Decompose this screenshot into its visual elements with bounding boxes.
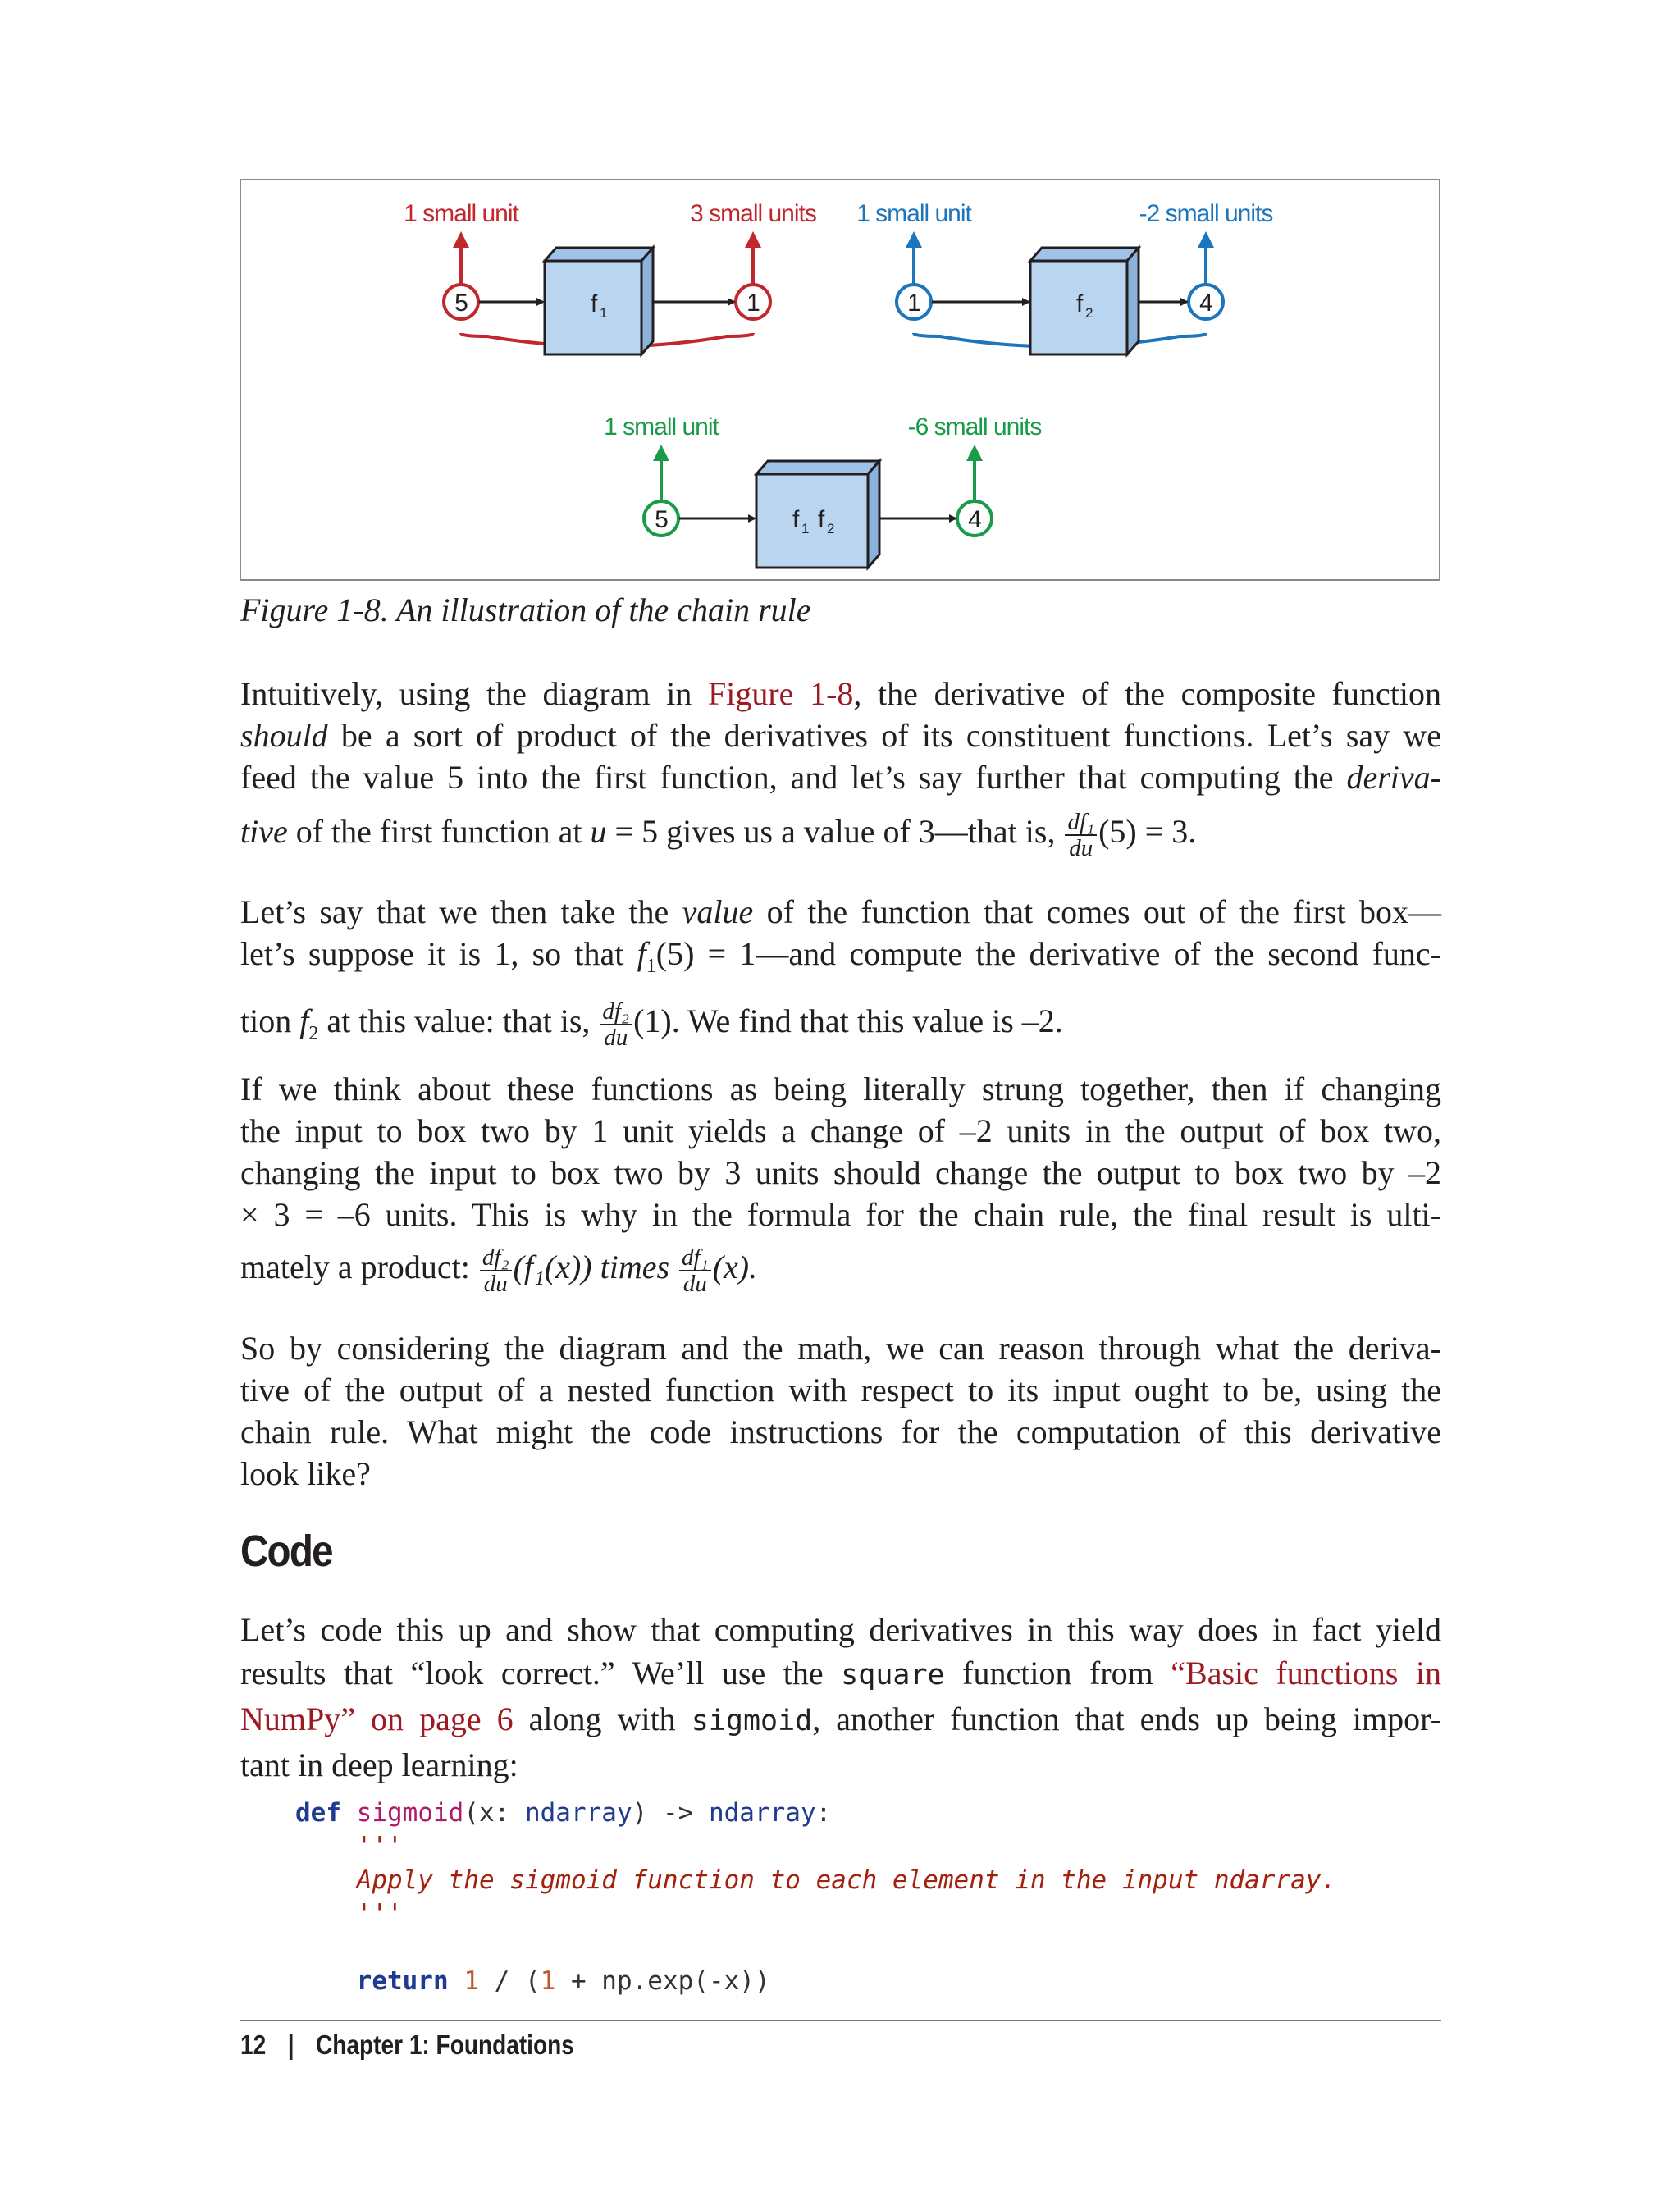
frac-num: df₂ [480, 1245, 512, 1271]
arrowhead-red-1 [453, 231, 469, 248]
p1-line-3 [240, 756, 1441, 798]
p5-text: function from [944, 1655, 1171, 1691]
p5-line-4: tant in deep learning: [240, 1746, 518, 1783]
code-docstring-quote: ''' [356, 1832, 403, 1861]
box-f1f2-sub-b: 2 [827, 521, 835, 536]
label-top-right: -2 small units [1139, 200, 1273, 227]
label-bottom-right: -6 small units [907, 413, 1042, 441]
box-f2-sub: 2 [1085, 305, 1093, 321]
p4-line-1: So by considering the diagram and the math, we can reason through what the deriva- [240, 1330, 1441, 1367]
code-number: 1 [540, 1966, 556, 1996]
p3-line-1: If we think about these functions as being literally strung together, then if changing [240, 1071, 1441, 1107]
p4-line-4: look like? [240, 1455, 371, 1492]
code-colon: : [815, 1798, 832, 1828]
inline-code-square: square [841, 1659, 945, 1691]
code-number: 1 [463, 1966, 479, 1996]
footer-separator: | [287, 2029, 294, 2060]
p1-text: (5) = 3. [1098, 813, 1197, 851]
p1-line-4 [240, 810, 1441, 861]
p2-line-2 [240, 933, 1441, 988]
p2-line-1 [240, 891, 1441, 933]
p3-math: (x). [712, 1249, 758, 1286]
code-function-name: sigmoid [356, 1798, 464, 1828]
node-green-in-label: 5 [655, 506, 668, 533]
box-f1f2-label-b: f [818, 506, 824, 533]
p1-line-1 [240, 673, 1441, 714]
label-top-left: 1 small unit [404, 200, 518, 227]
box-f1f2-sub-a: 1 [801, 521, 810, 536]
p2-sub: 2 [308, 1023, 319, 1045]
frac-den: du [682, 1271, 707, 1297]
frac-den: du [483, 1271, 508, 1297]
paragraph-3 [240, 1068, 1441, 1296]
p3-line-5 [240, 1245, 1441, 1296]
box-f1-sub: 1 [600, 305, 608, 321]
frac-num: df₂ [600, 999, 632, 1025]
p1-text: feed the value 5 into the first function, and let’s say further that computing the [240, 759, 1347, 796]
label-top-mid: 3 small units [690, 200, 816, 227]
p2-emphasis: value [682, 893, 754, 930]
p2-sub: 1 [646, 956, 656, 977]
p1-text: be a sort of product of the derivatives of its constituent functions. Let’s say we [327, 717, 1441, 754]
footer-rule [240, 2020, 1441, 2021]
p2-text: (1). We find that this value is –2. [633, 1002, 1063, 1040]
paragraph-4 [240, 1327, 1441, 1495]
frac-num: df₁ [679, 1245, 711, 1271]
p2-text: tion [240, 1002, 300, 1040]
fraction-df1-du [1065, 810, 1097, 861]
p3-line-3: changing the input to box two by 3 units should change the output to box two by –2 [240, 1154, 1441, 1191]
p4-line-2: tive of the output of a nested function with respect to its input ought to be, using the [240, 1372, 1441, 1408]
node-green-out-label: 4 [968, 506, 981, 533]
chapter-title: Chapter 1: Foundations [316, 2029, 574, 2060]
chain-rule-diagram [241, 180, 1442, 582]
p1-text: Intuitively, using the diagram in [240, 675, 708, 712]
p3-line-4: × 3 = –6 units. This is why in the formula for the chain rule, the final result is ulti- [240, 1196, 1441, 1233]
p1-text: , the derivative of the composite function [853, 675, 1441, 712]
frac-den: du [1069, 835, 1093, 861]
code-args: ) -> [632, 1798, 709, 1828]
p2-text: (5) = 1—and compute the derivative of the second func- [655, 935, 1441, 972]
label-bottom-left: 1 small unit [604, 413, 719, 441]
p5-text: along with [513, 1701, 692, 1737]
label-top-right-left: 1 small unit [856, 200, 971, 227]
paragraph-1 [240, 673, 1441, 861]
p2-text: at this value: that is, [318, 1002, 599, 1040]
p2-text: let’s suppose it is 1, so that [240, 935, 637, 972]
arrowhead-green-2 [966, 445, 983, 461]
p1-text: of the first function at [287, 813, 591, 851]
p5-line-1: Let’s code this up and show that computing derivatives in this way does in fact yield [240, 1611, 1441, 1648]
code-expr: + np.exp(-x)) [555, 1966, 770, 1996]
frac-den: du [604, 1025, 628, 1051]
node-red-in-label: 5 [454, 290, 468, 317]
p1-text: = 5 gives us a value of 3—that is, [606, 813, 1064, 851]
chain-rule-figure [240, 179, 1440, 581]
figure-caption: Figure 1-8. An illustration of the chain rule [240, 591, 811, 628]
fraction-df2-du [600, 999, 632, 1050]
box-f2 [1030, 248, 1139, 354]
arrowhead-blue-2 [1198, 231, 1214, 248]
node-blue-out-label: 4 [1199, 290, 1212, 317]
node-blue-in-label: 1 [907, 290, 920, 317]
inline-code-sigmoid: sigmoid [691, 1705, 813, 1737]
fraction-df2-du [480, 1245, 512, 1296]
p2-text: Let’s say that we then take the [240, 893, 682, 930]
p2-var: f [299, 1002, 309, 1040]
p5-text: results that “look correct.” We’ll use the [240, 1655, 842, 1691]
figure-link[interactable]: Figure 1-8 [708, 675, 854, 712]
frac-num: df₁ [1065, 810, 1097, 836]
code-keyword-return: return [356, 1966, 449, 1996]
p2-var: f [637, 935, 646, 972]
arrowhead-red-2 [745, 231, 761, 248]
code-docstring-quote: ''' [356, 1899, 403, 1929]
code-docstring: Apply the sigmoid function to each element in the input ndarray. [356, 1865, 1337, 1895]
p5-line-3 [240, 1697, 1441, 1743]
p1-var: u [590, 813, 607, 851]
p3-line-2: the input to box two by 1 unit yields a change of –2 units in the output of box two, [240, 1112, 1441, 1149]
code-keyword-def: def [295, 1798, 341, 1828]
basic-functions-link[interactable]: “Basic functions in [1171, 1655, 1441, 1691]
p3-math: (f₁(x)) [513, 1249, 600, 1286]
node-red-out-label: 1 [746, 290, 760, 317]
code-type: ndarray [524, 1798, 632, 1828]
paragraph-5 [240, 1608, 1441, 1787]
arrowhead-blue-1 [906, 231, 922, 248]
arrowhead-green-1 [653, 445, 669, 461]
p5-text: , another function that ends up being impor- [812, 1701, 1441, 1737]
p1-emphasis: should [240, 717, 328, 754]
p2-line-3 [240, 999, 1441, 1055]
paragraph-2 [240, 891, 1441, 1055]
p1-emphasis: tive [240, 813, 288, 851]
basic-functions-link-cont[interactable]: NumPy” on page 6 [240, 1701, 514, 1737]
p1-emphasis: deriva- [1346, 759, 1441, 796]
page-number: 12 [240, 2029, 267, 2060]
p4-line-3: chain rule. What might the code instructions for the computation of this derivative [240, 1413, 1441, 1450]
page-footer [240, 2029, 574, 2061]
box-f1f2-label-a: f [792, 506, 799, 533]
p3-emphasis: times [600, 1249, 670, 1286]
box-f1 [545, 248, 653, 354]
fraction-df1-du [679, 1245, 711, 1296]
code-args: (x: [463, 1798, 525, 1828]
code-expr: / ( [478, 1966, 541, 1996]
code-block [295, 1796, 1336, 1998]
p1-line-2 [240, 714, 1441, 756]
box-f2-label: f [1076, 290, 1083, 317]
section-title: Code [240, 1527, 332, 1576]
p5-line-2 [240, 1651, 1441, 1697]
p2-text: of the function that comes out of the first box— [753, 893, 1442, 930]
code-type: ndarray [708, 1798, 816, 1828]
box-f1-label: f [591, 290, 597, 317]
p3-text: mately a product: [240, 1249, 478, 1286]
